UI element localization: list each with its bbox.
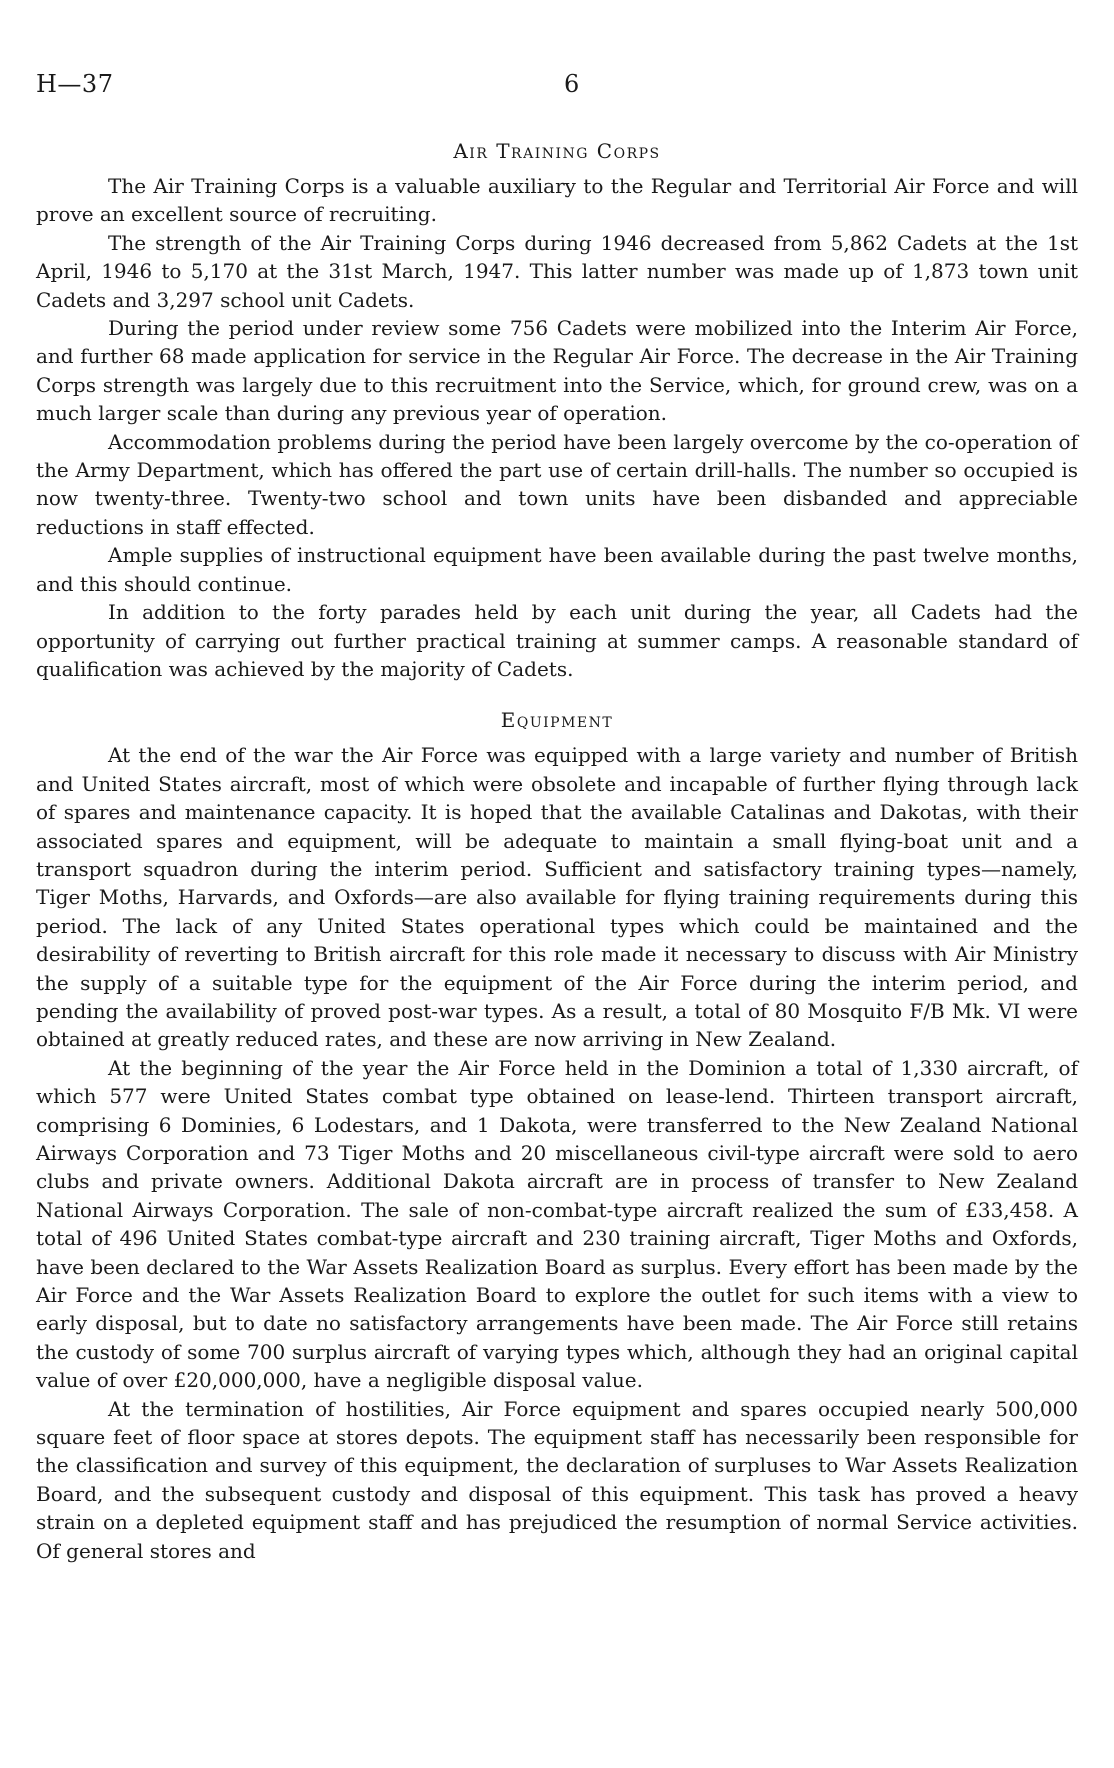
paragraph: Accommodation problems during the period have been largely overcome by the co-operation of the Army Department, which has offered the part use of certain drill-halls. The number so occupied is now twenty-three. Twenty-two school and town units have been disbanded and appreciable reductions in staff effected. [36,429,1078,539]
paragraph: The strength of the Air Training Corps during 1946 decreased from 5,862 Cadets at the 1st April, 1946 to 5,170 at the 31st March, 1947. This latter number was made up of 1,873 town unit Cadets and 3,297 school unit Cadets. [36,230,1078,312]
section-equipment [36,707,1078,1565]
paragraph: In addition to the forty parades held by each unit during the year, all Cadets had the opportunity of carrying out further practical training at summer camps. A reasonable standard of qualification was achieved by the majority of Cadets. [36,600,1078,681]
paragraph: At the termination of hostilities, Air Force equipment and spares occupied nearly 500,000 square feet of floor space at stores depots. The equipment staff has necessarily been responsible for the classification and survey of this equipment, the declaration of surpluses to War Assets Realization Board, and the subsequent custody and disposal of this equipment. This task has proved a heavy strain on a depleted equipment staff and has prejudiced the resumption of normal Service activities. Of general stores and [36,1396,1078,1563]
document-reference: H—37 [36,70,114,98]
paragraph: The Air Training Corps is a valuable auxiliary to the Regular and Territorial Air Force and will prove an excellent source of recruiting. [36,174,1078,227]
paragraph: At the end of the war the Air Force was equipped with a large variety and number of British and United States aircraft, most of which were obsolete and incapable of further flying through lack of spares and maintenance capacity. It is hoped that the available Catalinas and Dakotas, with their associated spares and equipment, will be adequate to maintain a small flying-boat unit and a transport squadron during the interim period. Sufficient and satisfactory training types—namely, Tiger Moths, Harvards, and Oxfords—are also available for flying training requirements during this period. The lack of any United States operational types which could be maintained and the desirability of reverting to British aircraft for this role made it necessary to discuss with Air Ministry the supply of a suitable type for the equipment of the Air Force during the interim period, and pending the availability of proved post-war types. As a result, a total of 80 Mosquito F/B Mk. VI were obtained at greatly reduced rates, and these are now arriving in New Zealand. [36,743,1078,1052]
section-heading: Equipment [500,708,614,733]
section-heading: Air Training Corps [453,139,661,163]
section-air-training-corps [36,138,1078,683]
page-body [36,138,1078,1565]
page-number: 6 [564,70,580,98]
paragraph: During the period under review some 756 Cadets were mobilized into the Interim Air Force, and further 68 made application for service in the Regular Air Force. The decrease in the Air Training Corps strength was largely due to this recruitment into the Service, which, for ground crew, was on a much larger scale than during any previous year of operation. [36,316,1078,426]
running-header [36,70,1080,100]
paragraph: Ample supplies of instructional equipment have been available during the past twelve months, and this should continue. [36,543,1078,596]
paragraph: At the beginning of the year the Air Force held in the Dominion a total of 1,330 aircraft, of which 577 were United States combat type obtained on lease-lend. Thirteen transport aircraft, comprising 6 Dominies, 6 Lodestars, and 1 Dakota, were transferred to the New Zealand National Airways Corporation and 73 Tiger Moths and 20 miscellaneous civil-type aircraft were sold to aero clubs and private owners. Additional Dakota aircraft are in process of transfer to New Zealand National Airways Corporation. The sale of non-combat-type aircraft realized the sum of £33,458. A total of 496 United States combat-type aircraft and 230 training aircraft, Tiger Moths and Oxfords, have been declared to the War Assets Realization Board as surplus. Every effort has been made by the Air Force and the War Assets Realization Board to explore the outlet for such items with a view to early disposal, but to date no satisfactory arrangements have been made. The Air Force still retains the custody of some 700 surplus aircraft of varying types which, although they had an original capital value of over £20,000,000, have a negligible disposal value. [36,1055,1078,1393]
